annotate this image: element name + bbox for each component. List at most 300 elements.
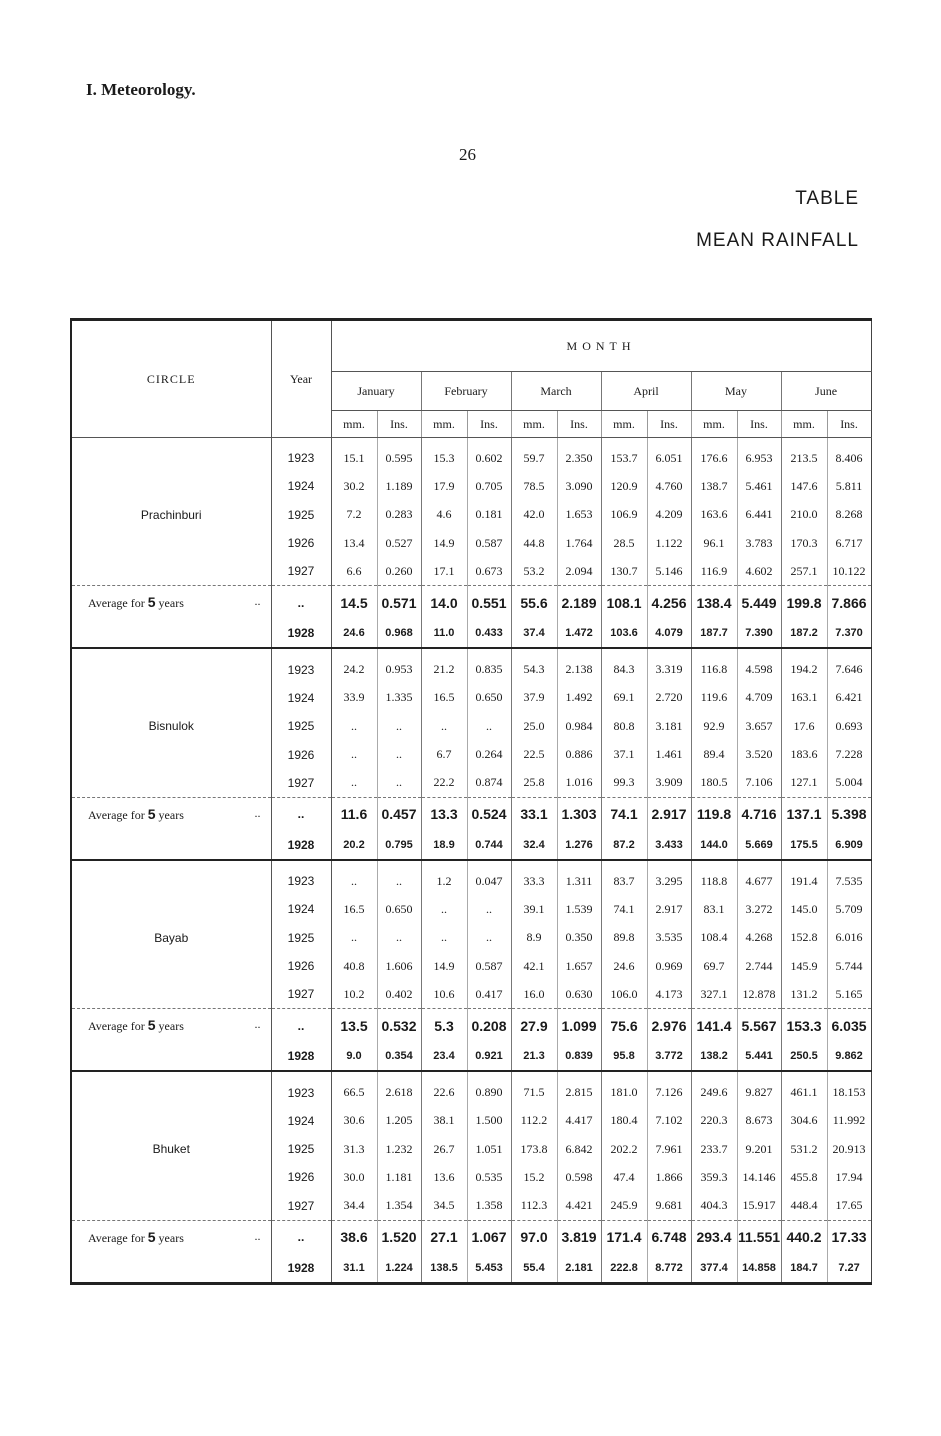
- value-ins: 6.441: [737, 501, 781, 529]
- month-header: MONTH: [331, 320, 871, 372]
- value-mm: 222.8: [601, 1254, 647, 1284]
- average-label: [71, 586, 271, 620]
- value-mm: 9.0: [331, 1042, 377, 1071]
- unit-header-mm: mm.: [601, 411, 647, 438]
- value-ins: 7.390: [737, 619, 781, 648]
- unit-header-ins: Ins.: [467, 411, 511, 438]
- value-ins: 3.433: [647, 831, 691, 860]
- value-mm: 42.0: [511, 501, 557, 529]
- value-mm: 71.5: [511, 1071, 557, 1106]
- value-ins: 0.705: [467, 472, 511, 500]
- value-mm: 15.2: [511, 1163, 557, 1191]
- value-ins: 0.350: [557, 924, 601, 952]
- value-mm: 108.4: [691, 924, 737, 952]
- value-mm: 40.8: [331, 952, 377, 980]
- value-mm: 138.2: [691, 1042, 737, 1071]
- value-ins: 3.181: [647, 712, 691, 740]
- value-mm: 74.1: [601, 797, 647, 831]
- value-mm: 27.9: [511, 1009, 557, 1043]
- value-mm: 32.4: [511, 831, 557, 860]
- value-ins: 3.090: [557, 472, 601, 500]
- value-ins: 18.153: [827, 1071, 871, 1106]
- value-mm: 14.9: [421, 529, 467, 557]
- value-mm: 31.1: [331, 1254, 377, 1284]
- value-ins: 5.453: [467, 1254, 511, 1284]
- record-row: [71, 619, 871, 648]
- value-mm: 37.4: [511, 619, 557, 648]
- value-mm: ..: [421, 924, 467, 952]
- value-mm: 147.6: [781, 472, 827, 500]
- value-ins: 1.764: [557, 529, 601, 557]
- average-years-word: years: [158, 596, 184, 611]
- value-mm: ..: [331, 769, 377, 798]
- value-mm: 33.3: [511, 860, 557, 895]
- value-mm: 34.4: [331, 1192, 377, 1221]
- value-ins: 5.441: [737, 1042, 781, 1071]
- month-header-january: January: [331, 372, 421, 411]
- value-ins: 4.760: [647, 472, 691, 500]
- value-ins: ..: [377, 712, 421, 740]
- value-ins: 0.595: [377, 438, 421, 473]
- circle-name: Bhuket: [71, 1071, 271, 1220]
- value-ins: 10.122: [827, 557, 871, 586]
- value-ins: 5.004: [827, 769, 871, 798]
- value-ins: 0.650: [377, 895, 421, 923]
- value-mm: 131.2: [781, 980, 827, 1009]
- value-mm: 257.1: [781, 557, 827, 586]
- blank-cell: [71, 619, 271, 648]
- value-mm: 327.1: [691, 980, 737, 1009]
- value-mm: 233.7: [691, 1135, 737, 1163]
- value-ins: ..: [377, 740, 421, 768]
- average-label: [71, 1009, 271, 1043]
- value-mm: 106.0: [601, 980, 647, 1009]
- value-mm: 84.3: [601, 648, 647, 683]
- year-cell: ..: [271, 586, 331, 620]
- average-label-text: Average for: [88, 1019, 145, 1034]
- year-cell: 1926: [271, 1163, 331, 1191]
- average-years-word: years: [158, 1019, 184, 1034]
- value-mm: 14.5: [331, 586, 377, 620]
- value-mm: 220.3: [691, 1107, 737, 1135]
- value-ins: 7.370: [827, 619, 871, 648]
- value-mm: 37.1: [601, 740, 647, 768]
- year-cell: 1925: [271, 501, 331, 529]
- value-mm: 116.9: [691, 557, 737, 586]
- value-ins: 6.016: [827, 924, 871, 952]
- value-mm: 55.6: [511, 586, 557, 620]
- value-mm: 13.6: [421, 1163, 467, 1191]
- value-mm: 106.9: [601, 501, 647, 529]
- value-ins: 1.051: [467, 1135, 511, 1163]
- value-mm: 10.6: [421, 980, 467, 1009]
- average-years-count: 5: [147, 1017, 156, 1034]
- value-ins: 1.205: [377, 1107, 421, 1135]
- value-ins: ..: [467, 895, 511, 923]
- value-ins: 5.567: [737, 1009, 781, 1043]
- value-mm: 13.4: [331, 529, 377, 557]
- value-ins: 0.587: [467, 529, 511, 557]
- value-ins: 0.839: [557, 1042, 601, 1071]
- circle-name: Bisnulok: [71, 648, 271, 797]
- value-ins: 2.720: [647, 684, 691, 712]
- value-ins: 1.354: [377, 1192, 421, 1221]
- value-mm: 69.1: [601, 684, 647, 712]
- average-row: [71, 1220, 871, 1254]
- value-ins: 2.138: [557, 648, 601, 683]
- value-ins: 17.65: [827, 1192, 871, 1221]
- unit-header-ins: Ins.: [377, 411, 421, 438]
- value-mm: 96.1: [691, 529, 737, 557]
- value-mm: 213.5: [781, 438, 827, 473]
- value-mm: ..: [331, 740, 377, 768]
- average-row: [71, 797, 871, 831]
- value-mm: 87.2: [601, 831, 647, 860]
- year-cell: 1925: [271, 712, 331, 740]
- value-ins: 0.551: [467, 586, 511, 620]
- value-mm: 25.8: [511, 769, 557, 798]
- value-mm: 250.5: [781, 1042, 827, 1071]
- value-ins: 0.874: [467, 769, 511, 798]
- year-cell: 1924: [271, 684, 331, 712]
- value-ins: 5.744: [827, 952, 871, 980]
- value-mm: 44.8: [511, 529, 557, 557]
- value-mm: 138.7: [691, 472, 737, 500]
- value-ins: 20.913: [827, 1135, 871, 1163]
- value-mm: 187.7: [691, 619, 737, 648]
- value-ins: 1.520: [377, 1220, 421, 1254]
- value-ins: 0.587: [467, 952, 511, 980]
- value-ins: 4.677: [737, 860, 781, 895]
- year-cell: 1927: [271, 769, 331, 798]
- value-ins: 12.878: [737, 980, 781, 1009]
- unit-header-mm: mm.: [691, 411, 737, 438]
- value-ins: 0.571: [377, 586, 421, 620]
- value-ins: 2.815: [557, 1071, 601, 1106]
- value-mm: 103.6: [601, 619, 647, 648]
- value-ins: ..: [377, 924, 421, 952]
- year-cell: 1927: [271, 1192, 331, 1221]
- value-mm: ..: [331, 924, 377, 952]
- value-mm: 6.7: [421, 740, 467, 768]
- value-ins: 7.961: [647, 1135, 691, 1163]
- value-mm: 304.6: [781, 1107, 827, 1135]
- value-ins: 6.051: [647, 438, 691, 473]
- value-mm: 69.7: [691, 952, 737, 980]
- value-mm: 37.9: [511, 684, 557, 712]
- value-mm: 180.5: [691, 769, 737, 798]
- year-cell: 1923: [271, 438, 331, 473]
- value-mm: 92.9: [691, 712, 737, 740]
- value-ins: 7.27: [827, 1254, 871, 1284]
- value-mm: 145.0: [781, 895, 827, 923]
- value-ins: 11.992: [827, 1107, 871, 1135]
- value-ins: 1.539: [557, 895, 601, 923]
- value-mm: 11.6: [331, 797, 377, 831]
- value-ins: 11.551: [737, 1220, 781, 1254]
- value-ins: 1.224: [377, 1254, 421, 1284]
- value-ins: 8.268: [827, 501, 871, 529]
- value-ins: 0.602: [467, 438, 511, 473]
- value-ins: 1.122: [647, 529, 691, 557]
- value-mm: 187.2: [781, 619, 827, 648]
- value-mm: 16.0: [511, 980, 557, 1009]
- value-mm: 175.5: [781, 831, 827, 860]
- value-ins: 7.126: [647, 1071, 691, 1106]
- value-ins: 9.201: [737, 1135, 781, 1163]
- value-ins: 5.398: [827, 797, 871, 831]
- year-cell: ..: [271, 1009, 331, 1043]
- value-mm: 120.9: [601, 472, 647, 500]
- value-mm: 163.1: [781, 684, 827, 712]
- value-mm: 14.0: [421, 586, 467, 620]
- value-mm: 42.1: [511, 952, 557, 980]
- value-ins: 0.208: [467, 1009, 511, 1043]
- year-cell: 1923: [271, 1071, 331, 1106]
- blank-cell: [71, 831, 271, 860]
- value-mm: 293.4: [691, 1220, 737, 1254]
- value-ins: 2.744: [737, 952, 781, 980]
- value-ins: 0.598: [557, 1163, 601, 1191]
- value-ins: 6.953: [737, 438, 781, 473]
- unit-header-ins: Ins.: [647, 411, 691, 438]
- unit-header-mm: mm.: [331, 411, 377, 438]
- value-ins: 6.748: [647, 1220, 691, 1254]
- value-ins: 3.772: [647, 1042, 691, 1071]
- value-ins: 1.067: [467, 1220, 511, 1254]
- value-ins: 8.406: [827, 438, 871, 473]
- average-label-text: Average for: [88, 596, 145, 611]
- value-ins: 15.917: [737, 1192, 781, 1221]
- table-row: [71, 860, 871, 895]
- unit-header-ins: Ins.: [737, 411, 781, 438]
- blank-cell: [71, 1254, 271, 1284]
- value-ins: 0.630: [557, 980, 601, 1009]
- value-ins: ..: [467, 712, 511, 740]
- average-years-word: years: [158, 807, 184, 822]
- value-mm: ..: [421, 712, 467, 740]
- value-mm: 27.1: [421, 1220, 467, 1254]
- value-ins: 0.433: [467, 619, 511, 648]
- value-mm: 26.7: [421, 1135, 467, 1163]
- value-mm: 119.6: [691, 684, 737, 712]
- value-ins: 14.858: [737, 1254, 781, 1284]
- value-mm: 20.2: [331, 831, 377, 860]
- value-ins: 9.827: [737, 1071, 781, 1106]
- value-mm: 24.6: [601, 952, 647, 980]
- value-ins: 7.866: [827, 586, 871, 620]
- value-mm: 8.9: [511, 924, 557, 952]
- value-ins: 3.520: [737, 740, 781, 768]
- value-mm: 145.9: [781, 952, 827, 980]
- value-mm: 24.6: [331, 619, 377, 648]
- value-ins: 0.953: [377, 648, 421, 683]
- value-ins: ..: [377, 860, 421, 895]
- mean-rainfall-table: [70, 318, 872, 1285]
- value-mm: 455.8: [781, 1163, 827, 1191]
- value-ins: 4.421: [557, 1192, 601, 1221]
- page-number: 26: [459, 145, 476, 164]
- value-mm: 202.2: [601, 1135, 647, 1163]
- circle-column-header: CIRCLE: [71, 320, 271, 438]
- year-cell: 1923: [271, 648, 331, 683]
- record-row: [71, 1042, 871, 1071]
- average-label-dots: ..: [254, 1017, 261, 1032]
- average-row: [71, 1009, 871, 1043]
- value-ins: 0.835: [467, 648, 511, 683]
- value-mm: 33.1: [511, 797, 557, 831]
- value-mm: 17.6: [781, 712, 827, 740]
- average-years-word: years: [158, 1230, 184, 1245]
- value-mm: ..: [421, 895, 467, 923]
- value-ins: 0.968: [377, 619, 421, 648]
- value-mm: 112.3: [511, 1192, 557, 1221]
- value-ins: 5.146: [647, 557, 691, 586]
- month-header-april: April: [601, 372, 691, 411]
- value-mm: 191.4: [781, 860, 827, 895]
- unit-header-mm: mm.: [511, 411, 557, 438]
- value-ins: 0.532: [377, 1009, 421, 1043]
- value-mm: 34.5: [421, 1192, 467, 1221]
- value-ins: 4.209: [647, 501, 691, 529]
- value-mm: 448.4: [781, 1192, 827, 1221]
- value-mm: 66.5: [331, 1071, 377, 1106]
- value-mm: 119.8: [691, 797, 737, 831]
- value-ins: 2.189: [557, 586, 601, 620]
- value-mm: 10.2: [331, 980, 377, 1009]
- value-ins: 7.106: [737, 769, 781, 798]
- value-mm: 5.3: [421, 1009, 467, 1043]
- value-ins: 5.461: [737, 472, 781, 500]
- value-ins: 9.681: [647, 1192, 691, 1221]
- value-ins: 1.099: [557, 1009, 601, 1043]
- value-mm: 440.2: [781, 1220, 827, 1254]
- value-ins: 9.862: [827, 1042, 871, 1071]
- value-mm: 16.5: [421, 684, 467, 712]
- value-mm: 112.2: [511, 1107, 557, 1135]
- value-mm: 176.6: [691, 438, 737, 473]
- table-row: [71, 648, 871, 683]
- value-ins: 4.417: [557, 1107, 601, 1135]
- value-ins: 1.358: [467, 1192, 511, 1221]
- value-mm: 461.1: [781, 1071, 827, 1106]
- value-mm: 33.9: [331, 684, 377, 712]
- value-mm: 183.6: [781, 740, 827, 768]
- value-ins: 7.228: [827, 740, 871, 768]
- value-ins: 6.909: [827, 831, 871, 860]
- year-cell: 1924: [271, 1107, 331, 1135]
- value-ins: 4.709: [737, 684, 781, 712]
- value-ins: 0.264: [467, 740, 511, 768]
- value-mm: 181.0: [601, 1071, 647, 1106]
- value-mm: 39.1: [511, 895, 557, 923]
- value-ins: 5.165: [827, 980, 871, 1009]
- circle-name: Bayab: [71, 860, 271, 1009]
- value-mm: 13.3: [421, 797, 467, 831]
- value-mm: 138.5: [421, 1254, 467, 1284]
- average-label-text: Average for: [88, 807, 145, 822]
- value-ins: 0.535: [467, 1163, 511, 1191]
- year-cell: 1928: [271, 619, 331, 648]
- value-mm: 137.1: [781, 797, 827, 831]
- value-ins: 3.535: [647, 924, 691, 952]
- value-ins: 0.402: [377, 980, 421, 1009]
- value-mm: 23.4: [421, 1042, 467, 1071]
- value-ins: 1.335: [377, 684, 421, 712]
- table-row: [71, 1071, 871, 1106]
- value-mm: 14.9: [421, 952, 467, 980]
- year-cell: 1926: [271, 952, 331, 980]
- value-ins: 5.811: [827, 472, 871, 500]
- value-mm: 16.5: [331, 895, 377, 923]
- value-ins: 0.984: [557, 712, 601, 740]
- average-years-count: 5: [147, 805, 156, 822]
- table-row: [71, 438, 871, 473]
- year-cell: 1924: [271, 472, 331, 500]
- value-mm: 184.7: [781, 1254, 827, 1284]
- value-ins: 2.917: [647, 895, 691, 923]
- value-mm: ..: [331, 712, 377, 740]
- value-ins: 7.535: [827, 860, 871, 895]
- value-mm: 47.4: [601, 1163, 647, 1191]
- value-mm: 404.3: [691, 1192, 737, 1221]
- value-ins: 4.268: [737, 924, 781, 952]
- value-mm: 80.8: [601, 712, 647, 740]
- value-mm: 7.2: [331, 501, 377, 529]
- average-label-text: Average for: [88, 1230, 145, 1245]
- value-mm: 17.1: [421, 557, 467, 586]
- table-title: MEAN RAINFALL: [696, 230, 859, 251]
- value-ins: 7.646: [827, 648, 871, 683]
- value-ins: 3.819: [557, 1220, 601, 1254]
- value-ins: 1.181: [377, 1163, 421, 1191]
- value-ins: 4.173: [647, 980, 691, 1009]
- average-label-dots: ..: [254, 1228, 261, 1243]
- value-mm: 249.6: [691, 1071, 737, 1106]
- value-ins: 17.94: [827, 1163, 871, 1191]
- year-cell: 1928: [271, 1042, 331, 1071]
- value-ins: 1.276: [557, 831, 601, 860]
- value-mm: 22.6: [421, 1071, 467, 1106]
- value-ins: 1.866: [647, 1163, 691, 1191]
- year-cell: ..: [271, 1220, 331, 1254]
- value-ins: 3.657: [737, 712, 781, 740]
- value-mm: 210.0: [781, 501, 827, 529]
- value-mm: 1.2: [421, 860, 467, 895]
- value-mm: 173.8: [511, 1135, 557, 1163]
- value-ins: 0.744: [467, 831, 511, 860]
- value-ins: 4.079: [647, 619, 691, 648]
- average-years-count: 5: [147, 594, 156, 611]
- value-ins: 0.886: [557, 740, 601, 768]
- value-ins: 2.618: [377, 1071, 421, 1106]
- value-mm: 21.3: [511, 1042, 557, 1071]
- value-ins: 4.598: [737, 648, 781, 683]
- value-ins: 2.917: [647, 797, 691, 831]
- year-cell: 1925: [271, 924, 331, 952]
- value-ins: 4.256: [647, 586, 691, 620]
- value-mm: 89.4: [691, 740, 737, 768]
- value-mm: 199.8: [781, 586, 827, 620]
- value-mm: 31.3: [331, 1135, 377, 1163]
- section-heading: I. Meteorology.: [86, 80, 196, 99]
- value-ins: 2.976: [647, 1009, 691, 1043]
- value-ins: 1.606: [377, 952, 421, 980]
- value-ins: 1.189: [377, 472, 421, 500]
- value-mm: 377.4: [691, 1254, 737, 1284]
- value-mm: 99.3: [601, 769, 647, 798]
- value-mm: 24.2: [331, 648, 377, 683]
